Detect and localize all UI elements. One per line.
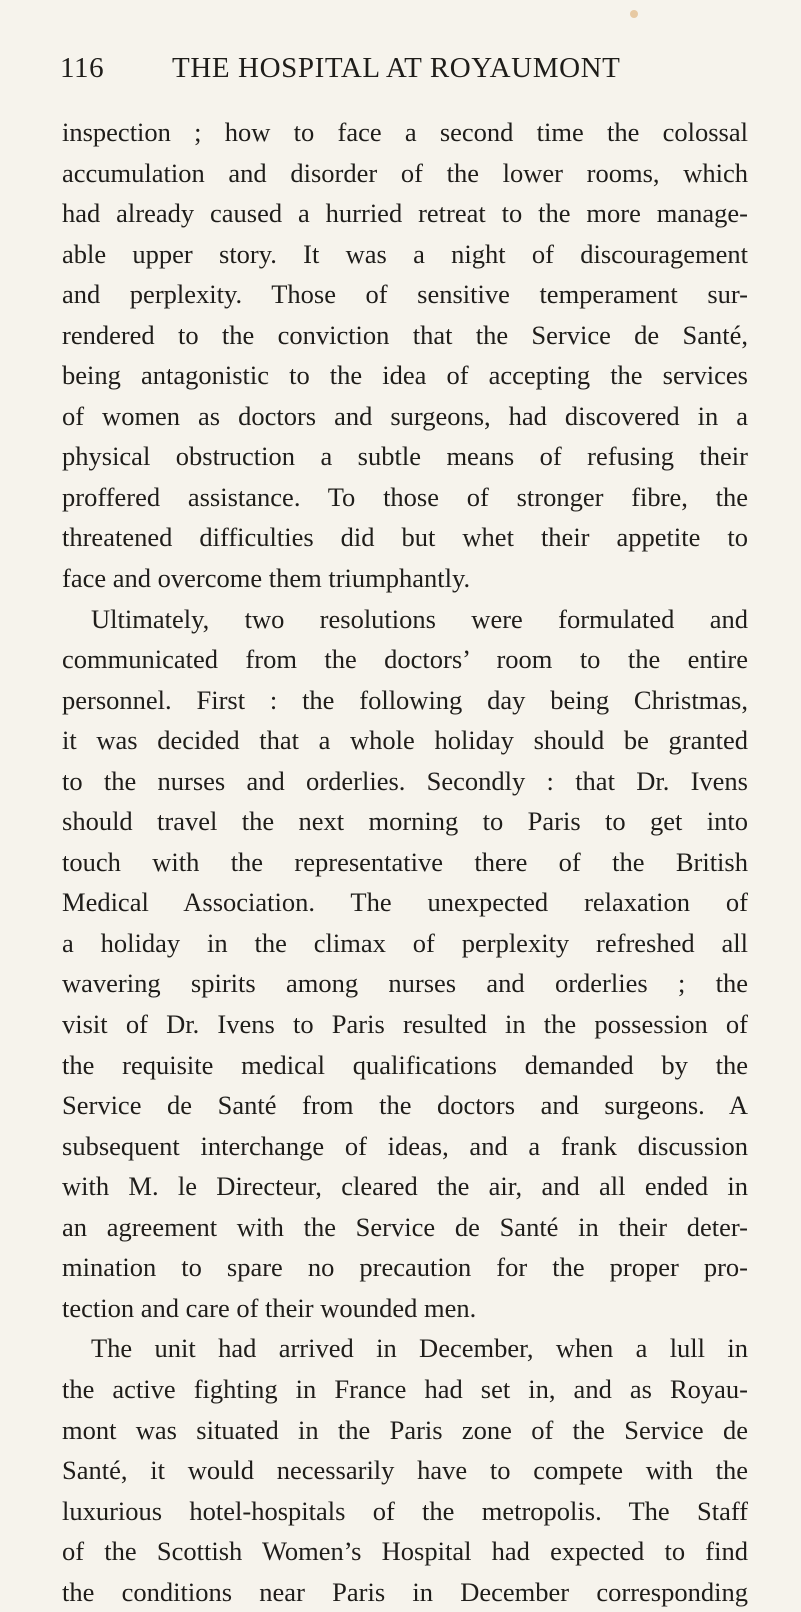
text-line: luxurious hotel-hospitals of the metropolis. The Staff — [62, 1495, 748, 1526]
text-line: the active fighting in France had set in, and as Royau- — [62, 1373, 748, 1404]
text-line: the conditions near Paris in December corresponding — [62, 1576, 748, 1607]
text-line: of women as doctors and surgeons, had discovered in a — [62, 400, 748, 431]
text-line: it was decided that a whole holiday should be granted — [62, 725, 748, 756]
text-line: rendered to the conviction that the Service de Santé, — [62, 319, 748, 350]
text-line: Service de Santé from the doctors and surgeons. A — [62, 1090, 748, 1121]
text-line: of the Scottish Women’s Hospital had expected to find — [62, 1536, 748, 1567]
text-line: Medical Association. The unexpected relaxation of — [62, 887, 748, 918]
ink-spot — [630, 10, 638, 18]
text-line: proffered assistance. To those of stronger fibre, the — [62, 481, 748, 512]
text-line: an agreement with the Service de Santé in their deter- — [62, 1211, 748, 1242]
text-line: communicated from the doctors’ room to the entire — [62, 644, 748, 675]
text-line: had already caused a hurried retreat to the more manage- — [62, 198, 748, 229]
text-line: touch with the representative there of the British — [62, 846, 748, 877]
text-line: and perplexity. Those of sensitive temperament sur- — [62, 279, 748, 310]
text-line: with M. le Directeur, cleared the air, and all ended in — [62, 1171, 748, 1202]
text-line: being antagonistic to the idea of accepting the services — [62, 360, 748, 391]
text-line: able upper story. It was a night of discouragement — [62, 238, 748, 269]
text-line: subsequent interchange of ideas, and a frank discussion — [62, 1130, 748, 1161]
text-line: wavering spirits among nurses and orderlies ; the — [62, 968, 748, 999]
text-line: mination to spare no precaution for the proper pro- — [62, 1252, 748, 1283]
text-line: physical obstruction a subtle means of refusing their — [62, 441, 748, 472]
running-title: THE HOSPITAL AT ROYAUMONT — [172, 52, 621, 84]
text-line: visit of Dr. Ivens to Paris resulted in the possession of — [62, 1009, 748, 1040]
text-line: inspection ; how to face a second time the colossal — [62, 117, 748, 147]
text-line: to the nurses and orderlies. Secondly : that Dr. Ivens — [62, 765, 748, 796]
text-line: Ultimately, two resolutions were formulated and — [91, 603, 748, 634]
text-line: threatened difficulties did but whet their appetite to — [62, 522, 748, 553]
text-line: should travel the next morning to Paris to get into — [62, 806, 748, 837]
text-line: The unit had arrived in December, when a lull in — [91, 1333, 748, 1364]
text-line: a holiday in the climax of perplexity refreshed all — [62, 927, 748, 958]
text-line: Santé, it would necessarily have to compete with the — [62, 1455, 748, 1486]
text-line: the requisite medical qualifications demanded by the — [62, 1049, 748, 1080]
body-text — [62, 112, 748, 1612]
text-line: personnel. First : the following day being Christmas, — [62, 684, 748, 715]
text-line: accumulation and disorder of the lower rooms, which — [62, 157, 748, 188]
page-number: 116 — [60, 52, 105, 84]
text-line: face and overcome them triumphantly. — [62, 563, 471, 594]
text-line: tection and care of their wounded men. — [62, 1292, 477, 1323]
running-head — [60, 52, 750, 92]
text-line: mont was situated in the Paris zone of the Service de — [62, 1414, 748, 1445]
